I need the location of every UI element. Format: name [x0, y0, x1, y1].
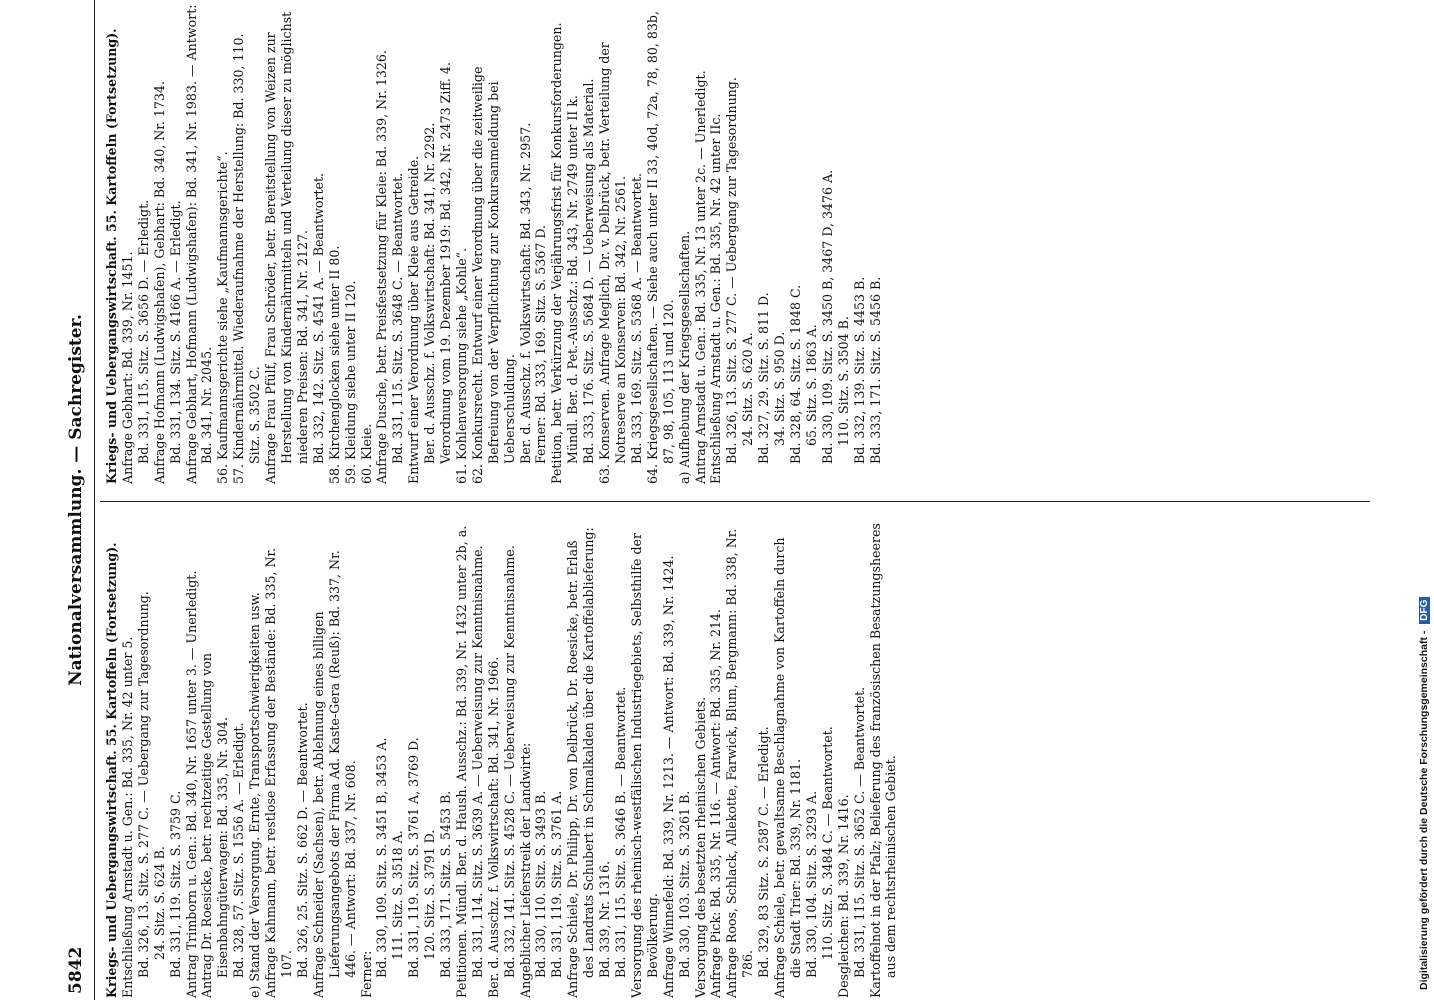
register-entry: Bd. 331, 115. Sitz. S. 3646 B. — Beantwortet.	[613, 686, 628, 978]
left-column	[104, 520, 1372, 998]
register-entry: 110. Sitz. S. 3504 B.	[835, 316, 851, 446]
right-column	[104, 2, 1372, 484]
register-entry: 58. Kirchenglocken siehe unter II 80.	[326, 245, 342, 484]
register-entry: Anfrage Winnefeld: Bd. 339, Nr. 1213. — Antwort: Bd. 339, Nr. 1424.	[660, 555, 676, 998]
register-entry: Versorgung des rheinisch-westfälischen Industriegebiets, Selbsthilfe der Bevölkerung.	[628, 533, 660, 998]
register-entry: Bd. 332, 139. Sitz. S. 4453 B.	[851, 276, 867, 464]
register-entry: Ferner:	[358, 950, 374, 998]
register-entry: Bd. 328, 57. Sitz. S. 1556 A. — Erledigt.	[231, 722, 247, 978]
register-entry: 110. Sitz. S. 3484 C. — Beantwortet.	[819, 726, 835, 960]
section-heading: Kriegs- und Uebergangswirtschaft. 55. Kartoffeln (Fortsetzung).	[104, 28, 119, 484]
register-entry: Entschließung Arnstadt u. Gen.: Bd. 335, Nr. 42 unter IIc.	[708, 113, 724, 484]
register-entry: Anfrage Dusche, betr. Preisfestsetzung für Kleie: Bd. 339, Nr. 1326.	[374, 50, 390, 484]
register-entry: 120. Sitz. S. 3791 D.	[422, 829, 438, 960]
register-entry: Ber. d. Ausschz. f. Volkswirtschaft: Bd. 343, Nr. 2957.	[517, 122, 533, 464]
register-entry: Bd. 330, 109. Sitz. S. 3451 B, 3453 A.	[374, 737, 390, 978]
register-entry: Bd. 331, 115. Sitz. S. 3652 C. — Beantwortet.	[851, 686, 867, 978]
register-entry: Bd. 332, 142. Sitz. S. 4541 A. — Beantwortet.	[310, 172, 326, 464]
register-entry: Bd. 330, 103. Sitz. S. 3261 B.	[676, 790, 692, 978]
register-entry: 111. Sitz. S. 3518 A.	[390, 830, 406, 960]
register-entry: 24. Sitz. S. 624 B.	[151, 846, 167, 960]
page-header	[60, 0, 96, 1000]
dfg-logo: DFG	[1419, 597, 1430, 624]
register-entry: Bd. 331, 119. Sitz. S. 3761 A, 3769 D.	[406, 737, 422, 978]
register-entry: Bd. 330, 110. Sitz. S. 3493 B.	[533, 790, 549, 978]
register-entry: Bd. 331, 114. Sitz. S. 3639 A. — Ueberweisung zur Kenntnisnahme.	[469, 545, 485, 978]
register-entry: Ber. d. Ausschz. f. Volkswirtschaft: Bd. 341, Nr. 1966.	[485, 656, 501, 998]
register-entry: 56. Kaufmannsgerichte siehe „Kaufmannsgerichte“.	[215, 151, 231, 484]
register-entry: 64. Kriegsgesellschaften. — Siehe auch unter II 33, 40d, 72a, 78, 80, 83b, 87, 98, 105, 113 und 120.	[644, 11, 676, 484]
register-entry: Bd. 326, 13. Sitz. S. 277 C. — Uebergang zur Tagesordnung.	[724, 77, 740, 464]
register-entry: Ferner: Bd. 333, 169. Sitz. S. 5367 D.	[533, 224, 549, 464]
register-entry: Anfrage Gebhart, Hofmann (Ludwigshafen): Bd. 341, Nr. 1983. — Antwort: Bd. 341, Nr. 2045.	[183, 4, 215, 484]
register-entry: Antrag Dr. Roesicke, betr. rechtzeitige Gestellung von Eisenbahngüterwagen: Bd. 335, Nr. 304.	[199, 652, 231, 998]
register-entry: Versorgung des besetzten rheinischen Gebiets.	[692, 696, 708, 998]
register-entry: Bd. 333, 169. Sitz. S. 5368 A. — Beantwortet.	[628, 172, 644, 464]
register-entry: Anfrage Schneider (Sachsen), betr. Ablehnung eines billigen Lieferungsangebots der Firma Ad. Kaste-Gera (Reuß): Bd. 337, Nr. 446. — Antwort: Bd. 337, Nr. 608.	[310, 550, 358, 998]
register-entry: e) Stand der Versorgung. Ernte, Transportschwierigkeiten usw.	[247, 592, 263, 998]
register-entry: 24. Sitz. S. 620 A.	[740, 332, 756, 446]
register-entry: Petition, betr. Verkürzung der Verjährungsfrist für Konkursforderungen.	[549, 22, 565, 484]
register-entry: Anfrage Kahmann, betr. restlose Erfassung der Bestände: Bd. 335, Nr. 107.	[263, 547, 294, 998]
register-entry: Bd. 327, 29. Sitz. S. 811 D.	[756, 292, 772, 464]
register-entry: Bd. 333, 171. Sitz. S. 5456 B.	[867, 276, 883, 464]
register-entry: Bd. 326, 13. Sitz. S. 277 C. — Uebergang zur Tagesordnung.	[135, 591, 151, 978]
register-entry: Ber. d. Ausschz. f. Volkswirtschaft: Bd. 341, Nr. 2292.	[422, 122, 438, 464]
register-entry: Petitionen. Mündl. Ber. d. Haush. Ausschz.: Bd. 339, Nr. 1432 unter 2b, a.	[453, 525, 469, 998]
section-heading: Kriegs- und Uebergangswirtschaft. 55. Kartoffeln (Fortsetzung).	[104, 542, 119, 998]
register-entry: 57. Kindernährmittel. Wiederaufnahme der Herstellung: Bd. 330, 110. Sitz. S. 3502 C.	[231, 33, 263, 484]
register-entry: 62. Konkursrecht. Entwurf einer Verordnung über die zeitweilige Befreiung von der Verpflichtung zur Konkursanmeldung bei Ueberschuldung.	[469, 66, 517, 484]
header-rule	[94, 0, 95, 1000]
column-divider	[100, 501, 1370, 502]
register-entry: Entschließung Arnstadt u. Gen.: Bd. 335, Nr. 42 unter 5.	[119, 636, 135, 998]
register-entry: Anfrage Pick: Bd. 335, Nr. 116. — Antwort: Bd. 335, Nr. 214.	[708, 608, 724, 998]
register-entry: Verordnung vom 19. Dezember 1919: Bd. 342, Nr. 2473 Ziff. 4.	[438, 62, 454, 464]
digitization-note	[1418, 290, 1434, 990]
register-entry: Kartoffelnot in der Pfalz; Belieferung des französischen Besatzungsheeres aus dem rechtsrheinischen Gebiet.	[867, 523, 899, 998]
register-entry: 63. Konserven. Anfrage Meglich, Dr. v. Delbrück, betr. Verteilung der Notreserve an Konserven: Bd. 342, Nr. 2561.	[597, 42, 628, 484]
register-entry: 59. Kleidung siehe unter II 120.	[342, 280, 358, 484]
register-entry: Anfrage Schiele, Dr. Philipp, Dr. von Delbrück, Dr. Roesicke, betr. Erlaß des Landrats Schubert in Schmalkalden über die Kartoffelablieferung: Bd. 339, Nr. 1316.	[565, 527, 613, 998]
register-entry: Desgleichen: Bd. 339, Nr. 1416.	[835, 794, 851, 998]
register-entry: Bd. 331, 119. Sitz. S. 3759 C.	[167, 790, 183, 978]
register-entry: 60. Kleie.	[358, 423, 374, 484]
page-number: 5842	[66, 946, 86, 994]
register-entry: Angeblicher Lieferstreik der Landwirte:	[517, 742, 533, 998]
register-entry: Bd. 331, 115. Sitz. S. 3656 D. — Erledigt.	[135, 199, 151, 464]
register-entry: Bd. 330, 104. Sitz. S. 3293 A.	[803, 790, 819, 978]
register-entry: Bd. 333, 171. Sitz. S. 5453 B.	[438, 790, 454, 978]
page-title: Nationalversammlung. — Sachregister.	[66, 314, 86, 686]
digitization-note-text: Digitalisierung gefördert durch die Deutsche Forschungsgemeinschaft -	[1418, 630, 1430, 990]
register-entry: Bd. 331, 119. Sitz. S. 3761 A.	[549, 790, 565, 978]
register-entry: Anfrage Hofmann (Ludwigshafen), Gebhart: Bd. 340, Nr. 1734.	[151, 81, 167, 484]
register-entry: Bd. 329, 83 Sitz. S. 2587 C. — Erledigt.	[756, 726, 772, 978]
register-entry: Mündl. Ber. d. Pet.-Ausschz.: Bd. 343, Nr. 2749 unter II k.	[565, 95, 581, 464]
register-entry: Bd. 326, 25. Sitz. S. 662 D. — Beantwortet.	[294, 702, 310, 978]
register-entry: Anfrage Gebhart: Bd. 339, Nr. 1451.	[119, 251, 135, 484]
register-entry: Antrag Trimborn u. Gen.: Bd. 340, Nr. 1657 unter 3. — Unerledigt.	[183, 570, 199, 998]
register-entry: Bd. 333, 176. Sitz. S. 5684 D. — Ueberweisung als Material.	[581, 78, 597, 464]
register-entry: Bd. 328, 64. Sitz. S. 1848 C.	[787, 284, 803, 464]
register-entry: a) Aufhebung der Kriegsgesellschaften.	[676, 230, 692, 484]
register-entry: Bd. 331, 134. Sitz. S. 4166 A. — Erledigt.	[167, 200, 183, 464]
register-entry: Anfrage Frau Pfülf, Frau Schröder, betr. Bereitstellung von Weizen zur Herstellung von Kindernährmitteln und Verteilung dieser zu möglichst niederen Preisen: Bd. 341, Nr. 2127.	[263, 11, 310, 484]
register-entry: 65. Sitz. S. 1863 A.	[803, 324, 819, 446]
register-entry: Bd. 331, 115. Sitz. S. 3648 C. — Beantwortet.	[390, 172, 406, 464]
register-entry: Antrag Arnstadt u. Gen.: Bd. 335, Nr. 13 unter 2c. — Unerledigt.	[692, 70, 708, 484]
register-entry: Bd. 332, 141. Sitz. S. 4528 C. — Ueberweisung zur Kenntnisnahme.	[501, 545, 517, 978]
register-entry: Bd. 330, 109. Sitz. S. 3450 B, 3467 D, 3476 A.	[819, 169, 835, 464]
register-entry: Anfrage Roos, Schlack, Allekotte, Farwick, Blum, Bergmann: Bd. 338, Nr. 786.	[724, 528, 756, 998]
register-entry: Entwurf einer Verordnung über Kleie aus Getreide.	[406, 155, 422, 484]
register-entry: Anfrage Schiele, betr. gewaltsame Beschlagnahme von Kartoffeln durch die Stadt Trier: Bd. 339, Nr. 1181.	[772, 537, 803, 998]
register-entry: 61. Kohlenversorgung siehe „Kohle“.	[453, 247, 469, 484]
rotated-page	[60, 0, 1380, 1000]
register-entry: 34. Sitz. S. 950 D.	[772, 331, 788, 446]
